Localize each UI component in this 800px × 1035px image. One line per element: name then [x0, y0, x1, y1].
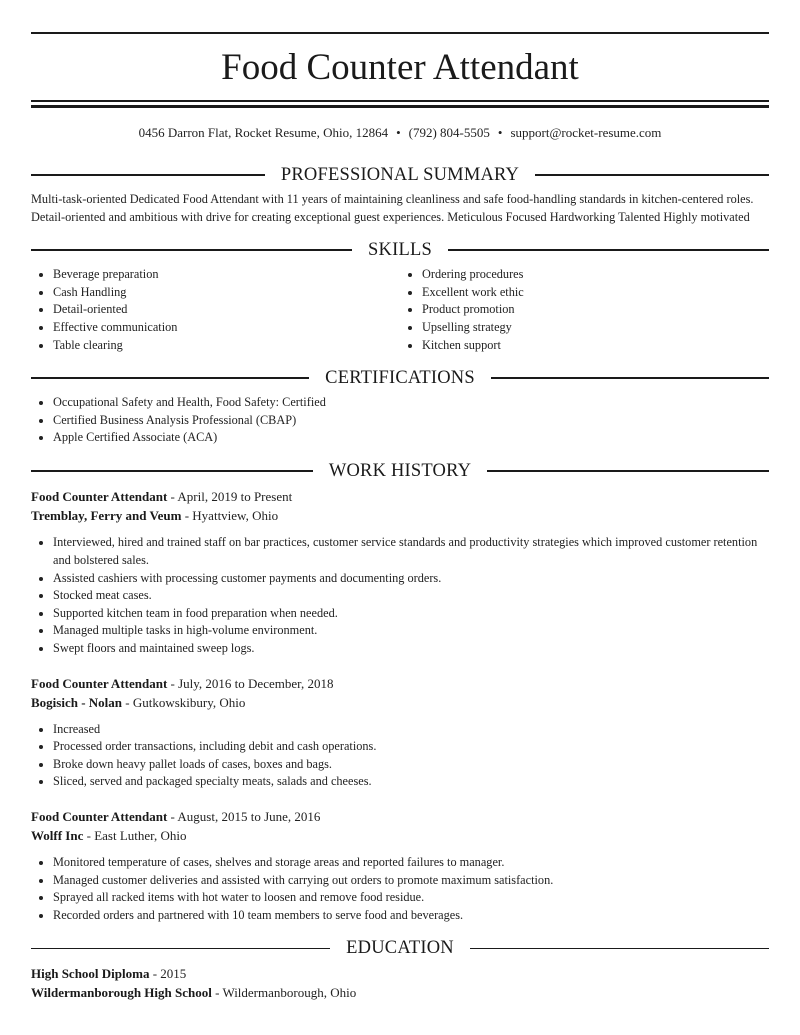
heading-label: CERTIFICATIONS [325, 368, 475, 389]
degree-line [31, 964, 769, 983]
company-location: - Gutkowskibury, Ohio [122, 694, 246, 710]
email-link[interactable]: support@rocket-resume.com [510, 125, 662, 140]
divider [448, 249, 769, 251]
list-item: • Sprayed all racked items with hot water to loosen and remove food residue. [53, 889, 769, 907]
job-entry [31, 487, 769, 657]
separator: • [497, 125, 503, 140]
company-location: - East Luther, Ohio [83, 827, 187, 843]
list-item: • Assisted cashiers with processing customer payments and documenting orders. [53, 570, 769, 588]
job-title-line [31, 807, 769, 826]
list-item: • Excellent work ethic [422, 284, 769, 302]
heading-label: PROFESSIONAL SUMMARY [280, 165, 520, 185]
divider [31, 249, 352, 251]
phone: (792) 804-5505 [408, 125, 490, 140]
job-title-line [31, 674, 769, 693]
list-item: • Table clearing [53, 337, 400, 355]
skills-columns [31, 266, 769, 354]
job-bullets [31, 854, 769, 924]
summary-text: Multi-task-oriented Dedicated Food Attendant with 11 years of maintaining cleanliness and safe food-handling standards in kitchen-centered roles. Detail-oriented and ambitious with drive for creating exceptional guest experiences. Meticulous Focused Hardworking Talented Highly motivated [31, 192, 754, 224]
school-line [31, 983, 769, 1002]
divider [31, 377, 309, 379]
list-item: • Managed multiple tasks in high-volume environment. [53, 622, 769, 640]
list-item: • Kitchen support [422, 337, 769, 355]
section-heading-education [31, 936, 769, 960]
header-rule-thick [31, 105, 769, 108]
list-item: • Monitored temperature of cases, shelves and storage areas and reported failures to manager. [53, 854, 769, 872]
job-dates: - July, 2016 to December, 2018 [167, 675, 334, 691]
resume-body [31, 163, 769, 1002]
list-item: • Occupational Safety and Health, Food Safety: Certified [53, 394, 769, 412]
list-item: • Recorded orders and partnered with 10 team members to serve food and beverages. [53, 907, 769, 925]
job-title: Food Counter Attendant [31, 808, 168, 824]
company-line [31, 693, 769, 712]
resume-title: Food Counter Attendant [221, 47, 579, 88]
skills-list-left [31, 266, 400, 354]
separator: • [396, 125, 401, 140]
list-item: • Product promotion [422, 301, 769, 319]
certifications-list [31, 394, 769, 447]
job-title: Food Counter Attendant [31, 675, 168, 691]
list-item: • Beverage preparation [53, 266, 400, 284]
divider [31, 174, 265, 176]
company-line [31, 506, 769, 525]
divider [31, 470, 313, 472]
list-item: • Supported kitchen team in food preparation when needed. [53, 605, 769, 623]
company-location: - Hyattview, Ohio [181, 508, 279, 524]
list-item: • Interviewed, hired and trained staff on bar practices, customer service standards and productivity strategies which improved customer retention and bolstered sales. [53, 534, 769, 569]
list-item: • Broke down heavy pallet loads of cases, boxes and bags. [53, 756, 769, 774]
list-item: • Stocked meat cases. [53, 587, 769, 605]
company-name: Bogisich - Nolan [31, 694, 123, 710]
divider [491, 377, 769, 379]
school-location: - Wildermanborough, Ohio [211, 985, 357, 1001]
company-name: Wolff Inc [31, 827, 84, 843]
degree: High School Diploma [31, 966, 150, 982]
degree-year: - 2015 [149, 966, 187, 982]
address: 0456 Darron Flat, Rocket Resume, Ohio, 12864 [138, 125, 389, 140]
list-item: • Effective communication [53, 319, 400, 337]
company-line [31, 826, 769, 845]
list-item: • Apple Certified Associate (ACA) [53, 429, 769, 447]
list-item: • Certified Business Analysis Professional (CBAP) [53, 412, 769, 430]
contact-line [31, 124, 769, 142]
section-heading-work-history [31, 459, 769, 483]
list-item: • Managed customer deliveries and assisted with carrying out orders to promote maximum satisfaction. [53, 872, 769, 890]
section-heading-certifications [31, 366, 769, 390]
header-rule-thin [31, 100, 769, 102]
list-item: • Swept floors and maintained sweep logs. [53, 640, 769, 658]
job-bullets [31, 534, 769, 657]
list-item: • Ordering procedures [422, 266, 769, 284]
section-heading-summary [31, 163, 769, 187]
job-dates: - April, 2019 to Present [167, 489, 293, 505]
job-dates: - August, 2015 to June, 2016 [167, 808, 321, 824]
list-item: • Detail-oriented [53, 301, 400, 319]
heading-label: SKILLS [368, 240, 432, 261]
heading-label: WORK HISTORY [328, 460, 472, 481]
divider [31, 948, 330, 950]
job-bullets [31, 721, 769, 791]
job-entry [31, 807, 769, 924]
list-item: • Cash Handling [53, 284, 400, 302]
divider [487, 470, 769, 472]
divider [470, 948, 769, 950]
list-item: • Upselling strategy [422, 319, 769, 337]
top-rule [31, 32, 769, 34]
list-item: • Sliced, served and packaged specialty meats, salads and cheeses. [53, 773, 769, 791]
divider [535, 174, 769, 176]
job-title-line [31, 487, 769, 506]
company-name: Tremblay, Ferry and Veum [31, 508, 182, 524]
section-heading-skills [31, 238, 769, 262]
job-title: Food Counter Attendant [31, 489, 168, 505]
list-item: • Increased [53, 721, 769, 739]
list-item: • Processed order transactions, including debit and cash operations. [53, 738, 769, 756]
heading-label: EDUCATION [346, 938, 454, 959]
job-entry [31, 674, 769, 791]
skills-list-right [400, 266, 769, 354]
school-name: Wildermanborough High School [31, 985, 212, 1001]
